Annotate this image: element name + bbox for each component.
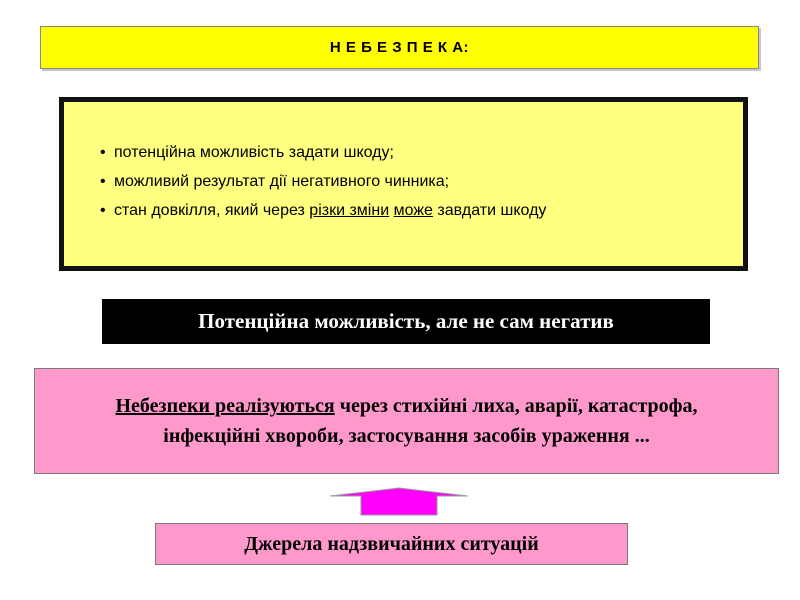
title-text: Н Е Б Е З П Е К А:	[329, 39, 470, 56]
up-arrow-icon	[330, 487, 468, 516]
definition-item	[100, 138, 743, 167]
bullet-icon: •	[100, 202, 106, 219]
bullet-icon: •	[100, 144, 106, 161]
realization-underlined: Небезпеки реалізуються	[115, 395, 335, 417]
definition-text-end: завдати шкоду	[432, 202, 547, 219]
bullet-icon: •	[100, 173, 106, 190]
sources-text: Джерела надзвичайних ситуацій	[244, 532, 539, 555]
definition-text-start: стан довкілля, який через	[114, 202, 310, 219]
key-point-banner	[102, 299, 710, 344]
title-banner	[40, 26, 759, 69]
definition-list	[100, 138, 743, 225]
realization-box	[34, 368, 779, 474]
definition-item	[100, 196, 743, 225]
definition-text: потенційна можливість задати шкоду;	[114, 144, 394, 161]
underlined-phrase: різки зміни	[309, 202, 390, 219]
realization-text	[65, 391, 748, 451]
key-point-text: Потенційна можливість, але не сам негатив	[198, 309, 614, 333]
sources-box	[155, 523, 628, 565]
definition-text: можливий результат дії негативного чинника;	[114, 173, 450, 190]
definition-box	[59, 97, 748, 271]
definition-item	[100, 167, 743, 196]
realization-rest: через стихійні лиха, аварії, катастрофа, інфекційні хвороби, застосування засобів ураження ...	[163, 395, 698, 447]
underlined-word: може	[393, 202, 433, 219]
